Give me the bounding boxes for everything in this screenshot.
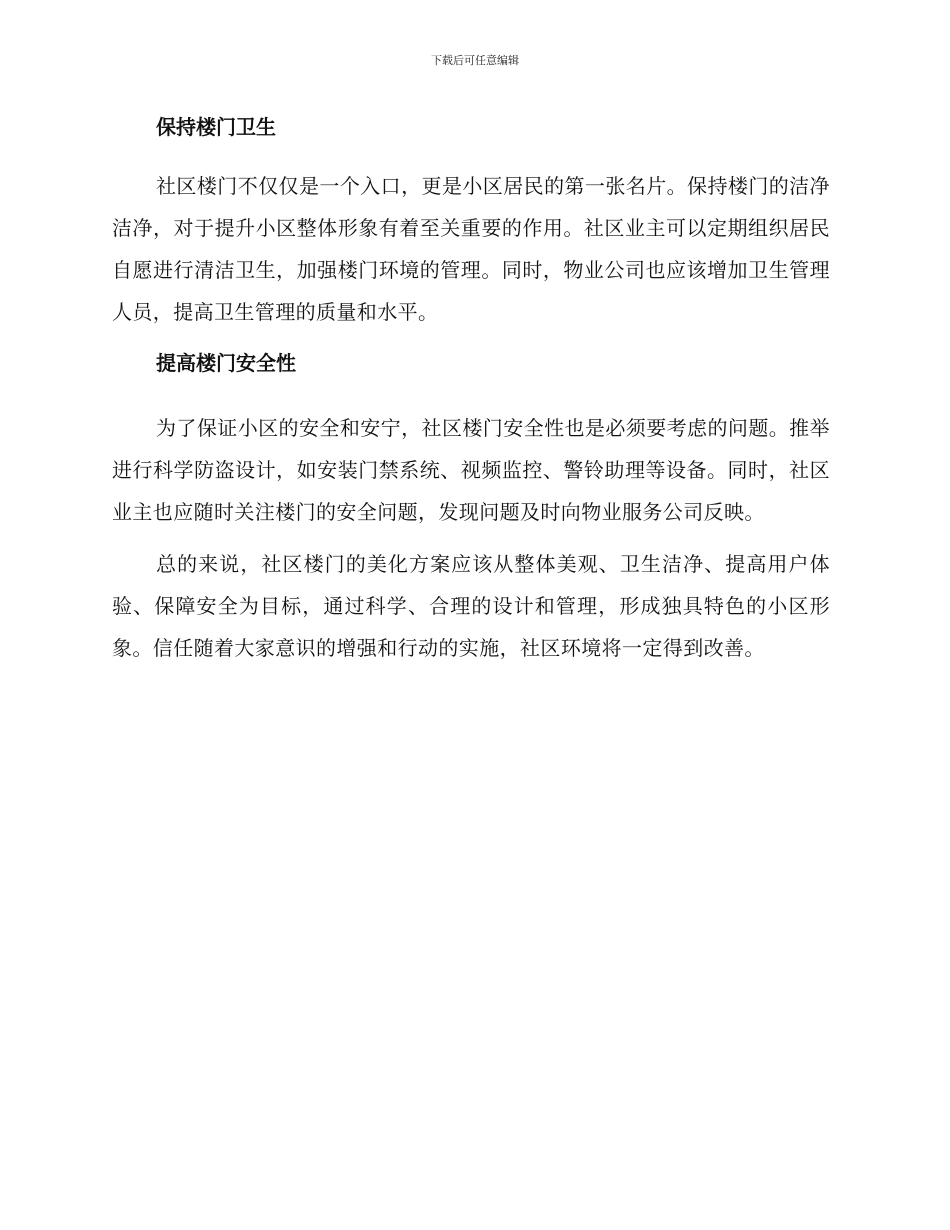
paragraph-cleanliness: 社区楼门不仅仅是一个入口，更是小区居民的第一张名片。保持楼门的洁净洁净，对于提升小区整体形象有着至关重要的作用。社区业主可以定期组织居民自愿进行清洁卫生，加强楼门环境的管理。同时，物业公司也应该增加卫生管理人员，提高卫生管理的质量和水平。 xyxy=(112,174,830,324)
paragraph-safety: 为了保证小区的安全和安宁，社区楼门安全性也是必须要考虑的问题。推举进行科学防盗设计，如安装门禁系统、视频监控、警铃助理等设备。同时，社区业主也应随时关注楼门的安全问题，发现问题及时向物业服务公司反映。 xyxy=(112,416,830,524)
section-heading-cleanliness: 保持楼门卫生 xyxy=(156,115,276,139)
section-heading-safety: 提高楼门安全性 xyxy=(156,351,296,375)
paragraph-conclusion: 总的来说，社区楼门的美化方案应该从整体美观、卫生洁净、提高用户体验、保障安全为目标，通过科学、合理的设计和管理，形成独具特色的小区形象。信任随着大家意识的增强和行动的实施，社区环境将一定得到改善。 xyxy=(112,552,830,660)
page-header: 下载后可任意编辑 xyxy=(431,54,519,67)
document-body xyxy=(112,110,830,669)
